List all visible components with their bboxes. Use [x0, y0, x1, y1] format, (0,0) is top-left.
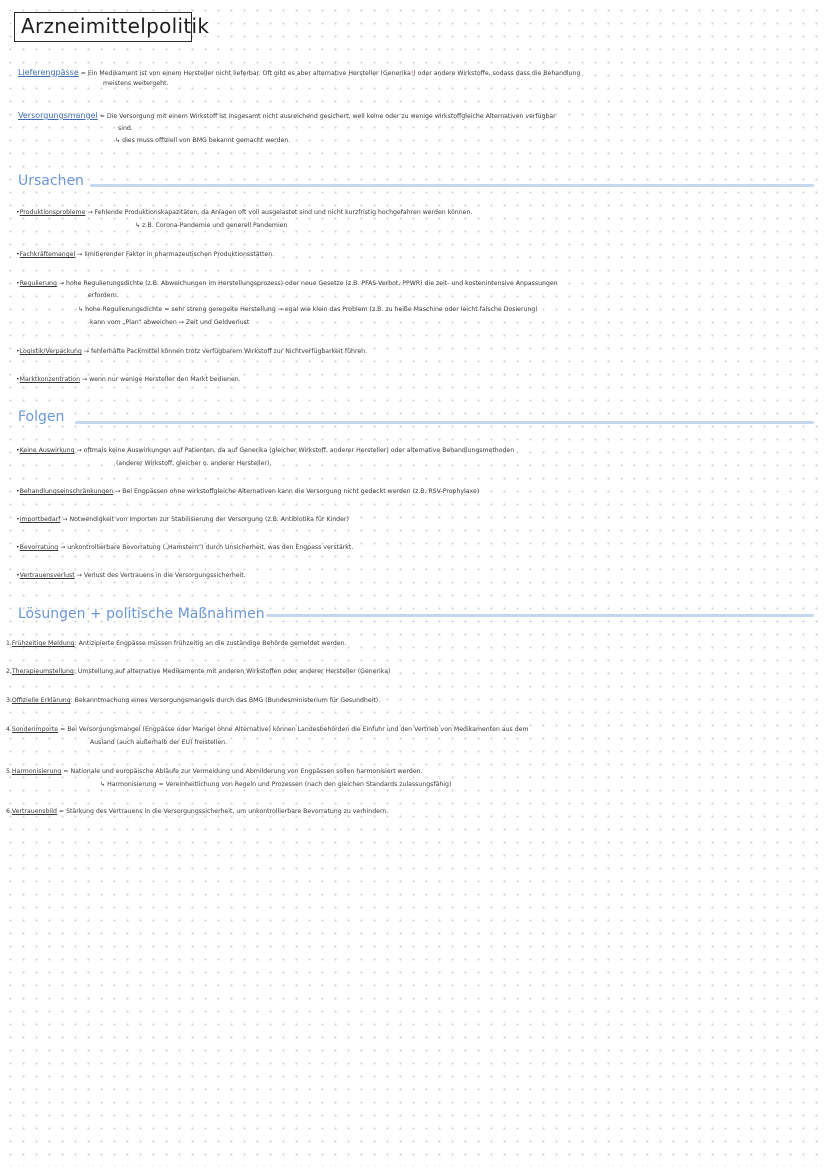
arrow-icon: → [81, 376, 88, 383]
arrow-icon: → [58, 280, 65, 287]
consequence-term: Behandlungseinschränkungen [19, 488, 114, 495]
heading-rule [266, 614, 814, 617]
subnote-text: Harmonisierung = Vereinheitlichung von Regeln und Prozessen (nach den gleichen Standards zulassungsfähig) [107, 781, 452, 788]
definition-line-2: meistens weitergeht. [103, 80, 169, 87]
solution-number: 1. [6, 640, 12, 647]
solution-number: 5. [6, 768, 12, 775]
solution-item [6, 668, 390, 676]
arrow-icon: → [76, 572, 82, 579]
heading-rule [75, 421, 814, 424]
definition-line-2: sind. [118, 125, 133, 132]
sub-arrow-icon: ↳ [115, 137, 121, 144]
section-heading-solutions: Lösungen + politische Maßnahmen [18, 606, 265, 622]
definition-text: Ein Medikament ist von einem Hersteller nicht lieferbar. Oft gibt es aber alternative Hersteller (Generika [87, 70, 411, 77]
solution-number: 2. [6, 668, 12, 675]
consequence-item: •Keine Auswirkung → oftmals keine Auswirkungen auf Patienten, da auf Generika (gleicher Wirkstoff, anderer Hersteller) oder alternative Behandlungsmethoden [16, 447, 515, 454]
cause-term: Fachkräftemangel [19, 251, 76, 258]
consequence-text-cont: (anderer Wirkstoff, gleicher o. anderer Hersteller). [116, 460, 272, 467]
definition-text-cont: ) oder andere Wirkstoffe, sodass dass die Behandlung [413, 70, 581, 77]
cause-text: Fehlende Produktionskapazitäten, da Anlagen oft voll ausgelastet sind und nicht kurzfristig hochgefahren werden können. [94, 209, 473, 216]
arrow-icon: → [83, 348, 90, 355]
solution-item [6, 808, 388, 816]
cause-term: Produktionsprobleme [19, 209, 86, 216]
title-box [14, 12, 210, 42]
consequence-text: Notwendigkeit von Importen zur Stabilisierung der Versorgung (z.B. Antibiotika für Kinder) [69, 516, 349, 523]
cause-item: •Logistik/Verpackung → fehlerhafte Packmittel können trotz verfügbarem Wirkstoff zur Nichtverfügbarkeit führen. [16, 348, 368, 355]
exclamation-mark: ! [410, 70, 414, 77]
definition-subnote [115, 137, 290, 145]
solution-item [6, 768, 423, 776]
cause-item: •Produktionsprobleme → Fehlende Produktionskapazitäten, da Anlagen oft voll ausgelastet sind und nicht kurzfristig hochgefahren werden können. [16, 209, 473, 216]
cause-text: hohe Regulierungsdichte (z.B. Abweichungen im Herstellungsprozess) oder neue Gesetze (z.B. PFAS-Verbot, PPWR) die zeit- und kostenintensive Anpassungen [66, 280, 558, 287]
solution-number: 4. [6, 726, 12, 733]
consequence-term: Bevorratung [19, 544, 59, 551]
consequence-text: Bei Engpässen ohne wirkstoffgleiche Alternativen kann die Versorgung nicht gedeckt werden (z.B. RSV-Prophylaxe) [122, 488, 480, 495]
solution-separator: : [73, 668, 76, 675]
solution-text-cont: Ausland (auch außerhalb der EU) freistellen. [90, 739, 228, 746]
arrow-icon: → [115, 488, 121, 495]
consequence-item: •Importbedarf → Notwendigkeit von Importen zur Stabilisierung der Versorgung (z.B. Antibiotika für Kinder) [16, 516, 349, 523]
cause-text: fehlerhafte Packmittel können trotz verfügbarem Wirkstoff zur Nichtverfügbarkeit führen. [90, 348, 368, 355]
sub-arrow-icon: ↳ [100, 781, 106, 788]
cause-term: Logistik/Verpackung [19, 348, 82, 355]
cause-item: •Marktkonzentration → wenn nur wenige Hersteller den Markt bedienen. [16, 376, 241, 383]
cause-subnote-cont: kann vom „Plan“ abweichen → Zeit und Geldverlust [90, 319, 250, 326]
solution-term: Harmonisierung [11, 768, 62, 775]
solution-text: Antizipierte Engpässe müssen frühzeitig an die zuständige Behörde gemeldet werden. [78, 640, 347, 647]
solution-separator: = [63, 768, 69, 775]
subnote-text: z.B. Corona-Pandemie und generell Pandemien [142, 222, 288, 229]
consequence-term: Vertrauensverlust [19, 572, 75, 579]
definition-text: Die Versorgung mit einem Wirkstoff ist insgesamt nicht ausreichend gesichert, weil keine oder zu wenige wirkstoffgleiche Alternativen verfügbar [106, 113, 556, 120]
arrow-icon: → [76, 447, 82, 454]
solution-term: Frühzeitige Meldung [11, 640, 75, 647]
solution-term: Offizielle Erklärung [11, 697, 71, 704]
subnote-text: hohe Regulierungsdichte = sehr streng geregelte Herstellung → egal wie klein das Problem (z.B. zu heiße Maschine oder leicht falsche Dosierung) [85, 306, 538, 313]
solution-item [6, 697, 380, 705]
section-heading-causes: Ursachen [18, 173, 84, 189]
arrow-icon: → [62, 516, 68, 523]
cause-subnote [135, 222, 287, 230]
cause-text: limitierender Faktor in pharmazeutischen Produktionsstätten. [84, 251, 275, 258]
arrow-icon: → [87, 209, 93, 216]
solution-separator: = [60, 726, 66, 733]
cause-text-cont: erfordern. [88, 292, 119, 299]
definition-term: Lieferengpässe [18, 68, 79, 77]
section-heading-consequences: Folgen [18, 409, 65, 425]
definition-lieferengpaesse [18, 69, 580, 78]
definition-term: Versorgungsmangel [18, 111, 98, 120]
arrow-icon: → [77, 251, 83, 258]
heading-rule [90, 184, 814, 187]
solution-term: Vertrauensbild [11, 808, 57, 815]
consequence-item: •Bevorratung → unkontrollierbare Bevorratung („Hamstern“) durch Unsicherheit, was den Engpass verstärkt. [16, 544, 354, 551]
consequence-text: oftmals keine Auswirkungen auf Patienten, da auf Generika (gleicher Wirkstoff, anderer Hersteller) oder alternative Behandlungsmethoden [83, 447, 515, 454]
solution-term: Sonderimporte [11, 726, 59, 733]
solution-separator: : [74, 640, 77, 647]
consequence-item: •Vertrauensverlust → Verlust des Vertrauens in die Versorgungssicherheit. [16, 572, 246, 579]
solution-text: Nationale und europäische Abläufe zur Vermeidung und Abmilderung von Engpässen sollen harmonisiert werden. [70, 768, 423, 775]
cause-item: •Regulierung → hohe Regulierungsdichte (z.B. Abweichungen im Herstellungsprozess) oder neue Gesetze (z.B. PFAS-Verbot, PPWR) die zeit- und kostenintensive Anpassungen [16, 280, 558, 287]
consequence-text: unkontrollierbare Bevorratung („Hamstern“) durch Unsicherheit, was den Engpass verstärkt. [67, 544, 354, 551]
sub-arrow-icon: ↳ [78, 306, 84, 313]
subnote-text: dies muss offiziell von BMG bekannt gemacht werden. [122, 137, 291, 144]
arrow-icon: → [60, 544, 66, 551]
solution-text: Stärkung des Vertrauens in die Versorgungssicherheit, um unkontrollierbare Bevorratung zu verhindern. [66, 808, 389, 815]
consequence-text: Verlust des Vertrauens in die Versorgungssicherheit. [83, 572, 246, 579]
solution-separator: : [70, 697, 73, 704]
page-title: Arzneimittelpolitik [21, 14, 210, 38]
consequence-term: Keine Auswirkung [19, 447, 75, 454]
solution-number: 6. [6, 808, 12, 815]
definition-separator: = [80, 70, 86, 77]
solution-separator: = [58, 808, 65, 815]
definition-separator: = [99, 113, 105, 120]
cause-text: wenn nur wenige Hersteller den Markt bedienen. [89, 376, 241, 383]
sub-arrow-icon: ↳ [135, 222, 141, 229]
solution-subnote [100, 781, 451, 789]
solution-text: Bei Versorgungsmangel (Engpässe oder Mangel ohne Alternative) können Landesbehörden die Einfuhr und den Vertrieb von Medikamenten aus dem [67, 726, 529, 733]
solution-term: Therapieumstellung [11, 668, 74, 675]
solution-text: Bekanntmachung eines Versorgungsmangels durch das BMG (Bundesministerium für Gesundheit). [74, 697, 381, 704]
definition-versorgungsmangel [18, 112, 556, 121]
solution-item [6, 640, 347, 648]
cause-item: •Fachkräftemangel → limitierender Faktor in pharmazeutischen Produktionsstätten. [16, 251, 275, 258]
solution-number: 3. [6, 697, 12, 704]
solution-item [6, 726, 529, 734]
cause-subnote [78, 306, 538, 314]
cause-term: Marktkonzentration [19, 376, 80, 383]
cause-term: Regulierung [19, 280, 57, 287]
consequence-term: Importbedarf [19, 516, 61, 523]
solution-text: Umstellung auf alternative Medikamente mit anderen Wirkstoffen oder anderer Hersteller (Generika) [77, 668, 391, 675]
consequence-item: •Behandlungseinschränkungen → Bei Engpässen ohne wirkstoffgleiche Alternativen kann die Versorgung nicht gedeckt werden (z.B. RSV-Prophylaxe) [16, 488, 480, 495]
